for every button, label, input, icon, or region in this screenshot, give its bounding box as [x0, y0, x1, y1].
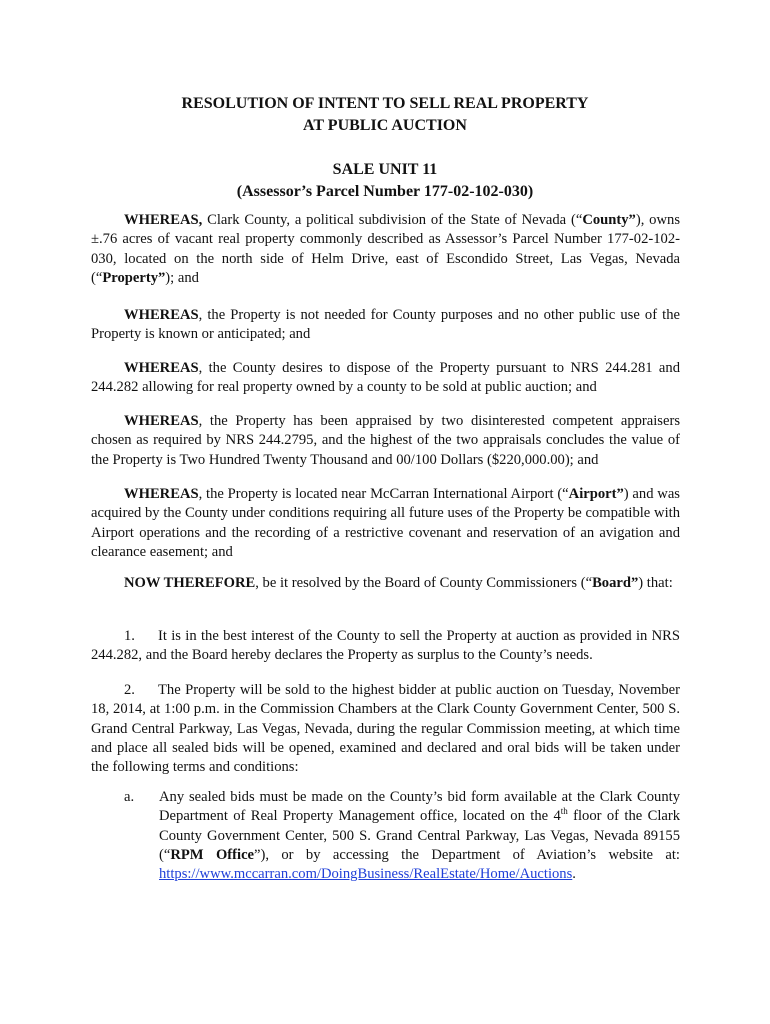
whereas-paragraph-5: WHEREAS, the Property is located near McCarran International Airport (“Airport”) and was acquired by the County under conditions requiring all future uses of the Property be compatible with Airport operations and the recording of a restrictive covenant and reservation of an avigation and clearance easement; and: [91, 486, 680, 560]
auctions-website-link[interactable]: https://www.mccarran.com/DoingBusiness/RealEstate/Home/Auctions: [159, 866, 573, 883]
whereas-paragraph-3: WHEREAS, the County desires to dispose of the Property pursuant to NRS 244.281 and 244.282 allowing for real property owned by a county to be sold at public auction; and: [91, 360, 680, 396]
item-a-label: a.: [124, 789, 135, 805]
terms-item-a: [124, 788, 680, 884]
parcel-number-heading: (Assessor’s Parcel Number 177-02-102-030): [236, 183, 534, 200]
item-a-text: Any sealed bids must be made on the County’s bid form available at the Clark County Department of Real Property Management office, located on the 4th floor of the Clark County Government Center, 500 S. Grand Central Parkway, Las Vegas, Nevada 89155 (“RPM Office”), or by accessing the Department of Aviation’s website at: https://www.mccarran.com/DoingBusiness/RealEstate/Home/Auctions.: [159, 789, 681, 883]
whereas-paragraph-4: WHEREAS, the Property has been appraised by two disinterested competent appraisers chosen as required by NRS 244.2795, and the highest of the two appraisals concludes the value of the Property is Two Hundred Twenty Thousand and 00/100 Dollars ($220,000.00); and: [91, 413, 680, 468]
document-title-line2: AT PUBLIC AUCTION: [303, 117, 467, 134]
document-title: RESOLUTION OF INTENT TO SELL REAL PROPERTY: [181, 95, 589, 112]
resolution-item-1: 1. It is in the best interest of the County to sell the Property at auction as provided in NRS 244.282, and the Board hereby declares the Property as surplus to the County’s needs.: [91, 628, 680, 664]
whereas-paragraph-1: WHEREAS, Clark County, a political subdivision of the State of Nevada (“County”), owns ±.76 acres of vacant real property commonly described as Assessor’s Parcel Number 177-02-102-030, located on the north side of Helm Drive, east of Escondido Street, Las Vegas, Nevada (“Property”); and: [91, 212, 680, 286]
sale-unit-heading: SALE UNIT 11: [332, 161, 438, 178]
now-therefore-paragraph: NOW THEREFORE, be it resolved by the Board of County Commissioners (“Board”) that:: [124, 575, 673, 591]
resolution-item-2: 2. The Property will be sold to the highest bidder at public auction on Tuesday, November 18, 2014, at 1:00 p.m. in the Commission Chambers at the Clark County Government Center, 500 S. Grand Central Parkway, Las Vegas, Nevada, during the regular Commission meeting, at which time and place all sealed bids will be opened, examined and declared and oral bids will be taken under the following terms and conditions:: [91, 682, 680, 776]
whereas-paragraph-2: WHEREAS, the Property is not needed for County purposes and no other public use of the Property is known or anticipated; and: [91, 307, 680, 343]
